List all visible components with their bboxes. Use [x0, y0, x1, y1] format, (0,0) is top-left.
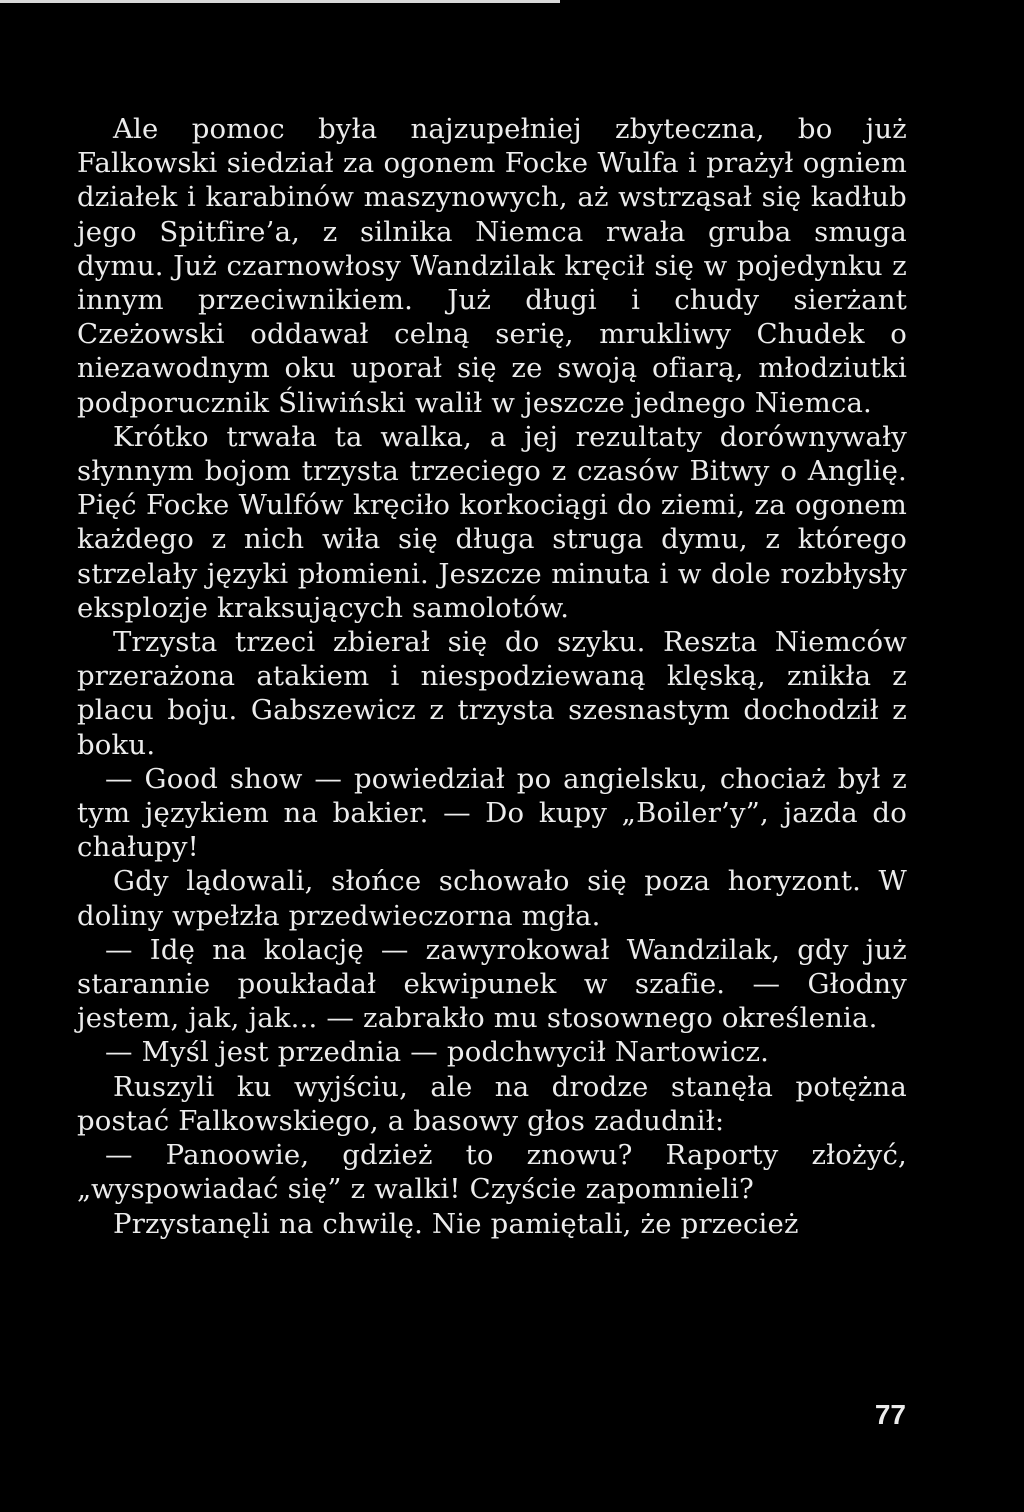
- paragraph: Trzysta trzeci zbierał się do szyku. Reszta Niemców przerażona atakiem i niespodziewaną klęską, znikła z placu boju. Gabszewicz z trzysta szesnastym dochodził z boku.: [77, 626, 907, 761]
- paragraph: Ale pomoc była najzupełniej zbyteczna, bo już Falkowski siedział za ogonem Focke Wulfa i prażył ogniem działek i karabinów maszynowych, aż wstrząsał się kadłub jego Spitfire’a, z silnika Niemca rwała gruba smuga dymu. Już czarnowłosy Wandzilak kręcił się w pojedynku z innym przeciwnikiem. Już długi i chudy sierżant Czeżowski oddawał celną serię, mrukliwy Chudek o niezawodnym oku uporał się ze swoją ofiarą, młodziutki podporucznik Śliwiński walił w jeszcze jednego Niemca.: [77, 113, 907, 419]
- body-text: [77, 112, 907, 1241]
- top-edge-line: [0, 0, 560, 3]
- page-number: 77: [874, 1399, 906, 1430]
- paragraph: — Myśl jest przednia — podchwycił Nartowicz.: [105, 1036, 770, 1069]
- paragraph: — Panoowie, gdzież to znowu? Raporty złożyć, „wyspowiadać się” z walki! Czyście zapomnieli?: [77, 1139, 907, 1206]
- paragraph: — Idę na kolację — zawyrokował Wandzilak, gdy już starannie poukładał ekwipunek w szafie. — Głodny jestem, jak, jak... — zabrakło mu stosownego określenia.: [77, 933, 907, 1035]
- paragraph: Ruszyli ku wyjściu, ale na drodze stanęła potężna postać Falkowskiego, a basowy głos zadudnił:: [77, 1070, 907, 1137]
- paragraph: Przystanęli na chwilę. Nie pamiętali, że przecież: [113, 1207, 799, 1240]
- paragraph: — Good show — powiedział po angielsku, chociaż był z tym językiem na bakier. — Do kupy „Boiler’y”, jazda do chałupy!: [77, 762, 907, 864]
- paragraph: Gdy lądowali, słońce schowało się poza horyzont. W doliny wpełzła przedwieczorna mgła.: [77, 865, 907, 932]
- paragraph: Krótko trwała ta walka, a jej rezultaty dorównywały słynnym bojom trzysta trzeciego z czasów Bitwy o Anglię. Pięć Focke Wulfów kręciło korkociągi do ziemi, za ogonem każdego z nich wiła się długa struga dymu, z którego strzelały języki płomieni. Jeszcze minuta i w dole rozbłysły eksplozje kraksujących samolotów.: [77, 420, 907, 624]
